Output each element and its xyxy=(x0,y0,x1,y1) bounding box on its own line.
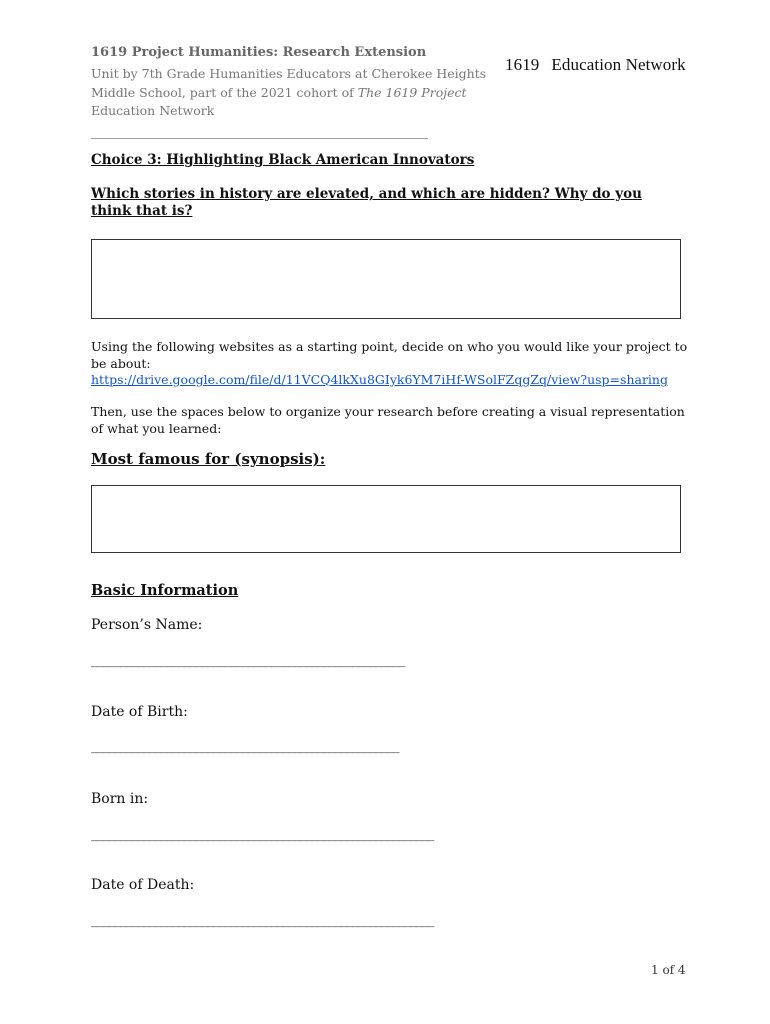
most-famous-heading: Most famous for (synopsis): xyxy=(91,450,326,468)
date-of-birth-blank[interactable]: _____________________________________________________ xyxy=(91,738,399,754)
date-of-death-blank[interactable]: ___________________________________________________________ xyxy=(91,912,434,928)
logo-text: Education Network xyxy=(551,55,686,74)
question-answer-box[interactable] xyxy=(91,239,681,319)
synopsis-answer-box[interactable] xyxy=(91,485,681,553)
born-in-blank[interactable]: ___________________________________________________________ xyxy=(91,826,434,842)
instructions-paragraph-2: Then, use the spaces below to organize your research before creating a visual representation of what you learned: xyxy=(91,404,685,436)
logo-number: 1619 xyxy=(505,55,540,74)
header-subtitle-line2-text: Middle School, part of the 2021 cohort of xyxy=(91,85,358,100)
choice-heading: Choice 3: Highlighting Black American Innovators xyxy=(91,152,475,168)
person-name-blank[interactable]: ______________________________________________________ xyxy=(91,652,405,668)
header-rule: ________________________________________________________________ xyxy=(91,124,427,139)
resource-link[interactable]: https://drive.google.com/file/d/11VCQ4lkXu8GIyk6YM7iHf-WSolFZqgZq/view?usp=sharing xyxy=(91,372,668,387)
page-number: 1 of 4 xyxy=(651,963,686,977)
education-network-logo xyxy=(505,55,686,75)
instructions-text-1: Using the following websites as a starting point, decide on who you would like your project to be about: xyxy=(91,339,688,371)
instructions-paragraph-1 xyxy=(91,339,691,389)
header-subtitle-line2 xyxy=(91,85,467,100)
header-subtitle-italic: The 1619 Project xyxy=(357,85,467,100)
header-title: 1619 Project Humanities: Research Extension xyxy=(91,45,427,60)
born-in-label: Born in: xyxy=(91,791,149,807)
date-of-birth-label: Date of Birth: xyxy=(91,704,188,720)
header-subtitle-line1: Unit by 7th Grade Humanities Educators at Cherokee Heights xyxy=(91,66,487,81)
person-name-label: Person’s Name: xyxy=(91,617,203,633)
date-of-death-label: Date of Death: xyxy=(91,877,195,893)
header-subtitle-line3: Education Network xyxy=(91,103,215,118)
basic-info-heading: Basic Information xyxy=(91,582,239,599)
question-heading: Which stories in history are elevated, and which are hidden? Why do you think that is? xyxy=(91,186,642,219)
